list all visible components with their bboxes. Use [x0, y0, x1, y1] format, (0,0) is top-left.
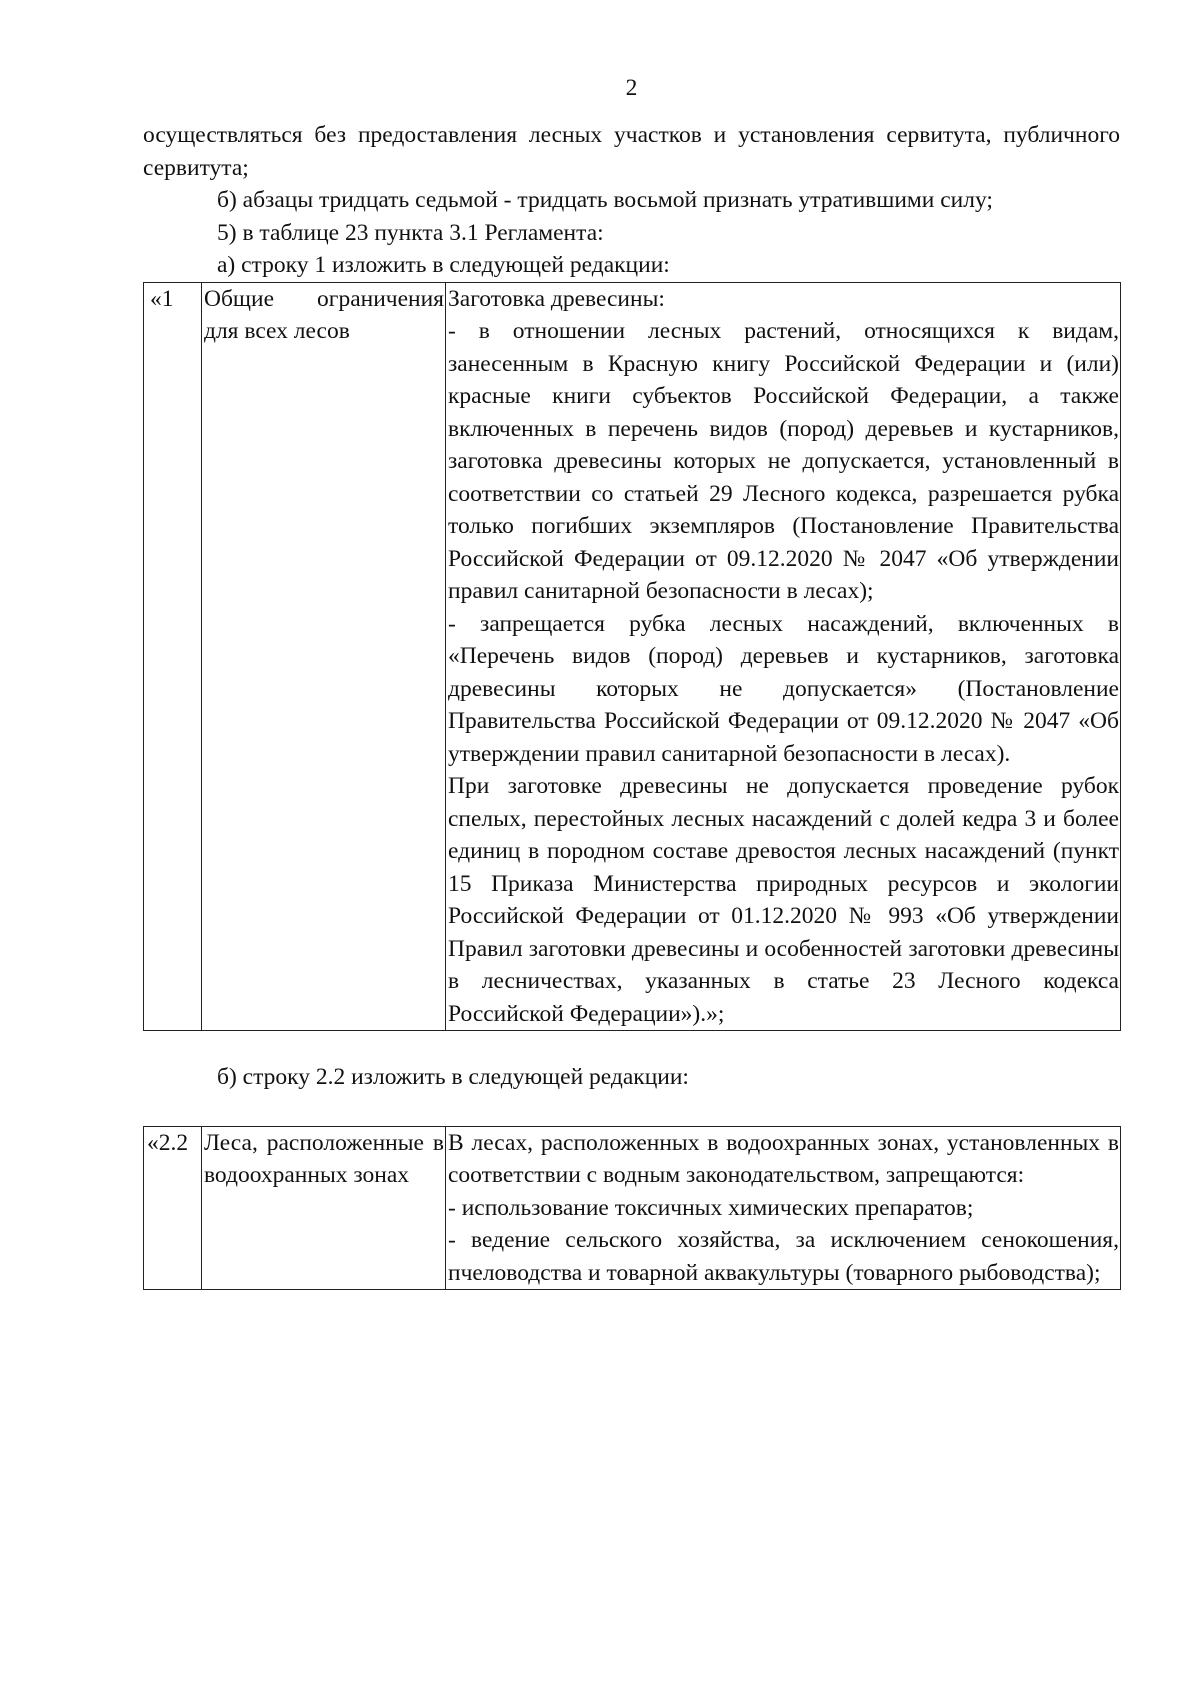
zone-name-cell: Общие ограничения для всех лесов	[202, 282, 446, 1031]
paragraph-item-5: 5) в таблице 23 пункта 3.1 Регламента:	[217, 219, 604, 246]
paragraph-item-b2: б) строку 2.2 изложить в следующей редакции:	[217, 1064, 689, 1090]
row-number-cell: «1	[144, 282, 202, 1031]
content-clause: - запрещается рубка лесных насаждений, включенных в «Перечень видов (пород) деревьев и кустарников, заготовка древесины которых не допускается» (Постановление Правительства Российской Федерации от 09.12.2020 № 2047 «Об утверждении правил санитарной безопасности в лесах).	[448, 610, 1119, 767]
document-page	[143, 72, 1120, 1290]
page-number: 2	[625, 75, 638, 101]
table-row-2-2	[143, 1126, 1121, 1291]
zone-name-cell: Леса, расположенные в водоохранных зонах	[202, 1126, 446, 1290]
content-clause: - ведение сельского хозяйства, за исключением сенокошения, пчеловодства и товарной аквакультуры (товарного рыбоводства);	[448, 1227, 1119, 1286]
content-cell	[446, 1126, 1121, 1290]
content-clause: - в отношении лесных растений, относящихся к видам, занесенным в Красную книгу Российской Федерации и (или) красные книги субъектов Российской Федерации, а также включенных в перечень видов (пород) деревьев и кустарников, заготовка древесины которых не допускается, установленный в соответствии со статьей 29 Лесного кодекса, разрешается рубка только погибших экземпляров (Постановление Правительства Российской Федерации от 09.12.2020 № 2047 «Об утверждении правил санитарной безопасности в лесах);	[448, 318, 1119, 604]
content-cell	[446, 282, 1121, 1031]
row-number-cell: «2.2	[144, 1126, 202, 1290]
content-heading: Заготовка древесины:	[448, 285, 665, 312]
paragraph-continuation: осуществляться без предоставления лесных участков и установления сервитута, публичного сервитута;	[143, 122, 1120, 181]
content-clause: В лесах, расположенных в водоохранных зонах, установленных в соответствии с водным законодательством, запрещаются:	[448, 1129, 1119, 1188]
paragraph-item-a: а) строку 1 изложить в следующей редакции:	[217, 252, 670, 278]
content-clause: - использование токсичных химических препаратов;	[448, 1194, 974, 1221]
paragraph-item-b: б) абзацы тридцать седьмой - тридцать восьмой признать утратившими силу;	[217, 187, 993, 213]
table-row	[144, 282, 1121, 1031]
table-row-1	[143, 282, 1121, 1032]
table-row	[144, 1126, 1121, 1290]
content-clause: При заготовке древесины не допускается проведение рубок спелых, перестойных лесных насаждений с долей кедра 3 и более единиц в породном составе древостоя лесных насаждений (пункт 15 Приказа Министерства природных ресурсов и экологии Российской Федерации от 01.12.2020 № 993 «Об утверждении Правил заготовки древесины и особенностей заготовки древесины в лесничествах, указанных в статье 23 Лесного кодекса Российской Федерации»).»;	[448, 773, 1119, 1027]
